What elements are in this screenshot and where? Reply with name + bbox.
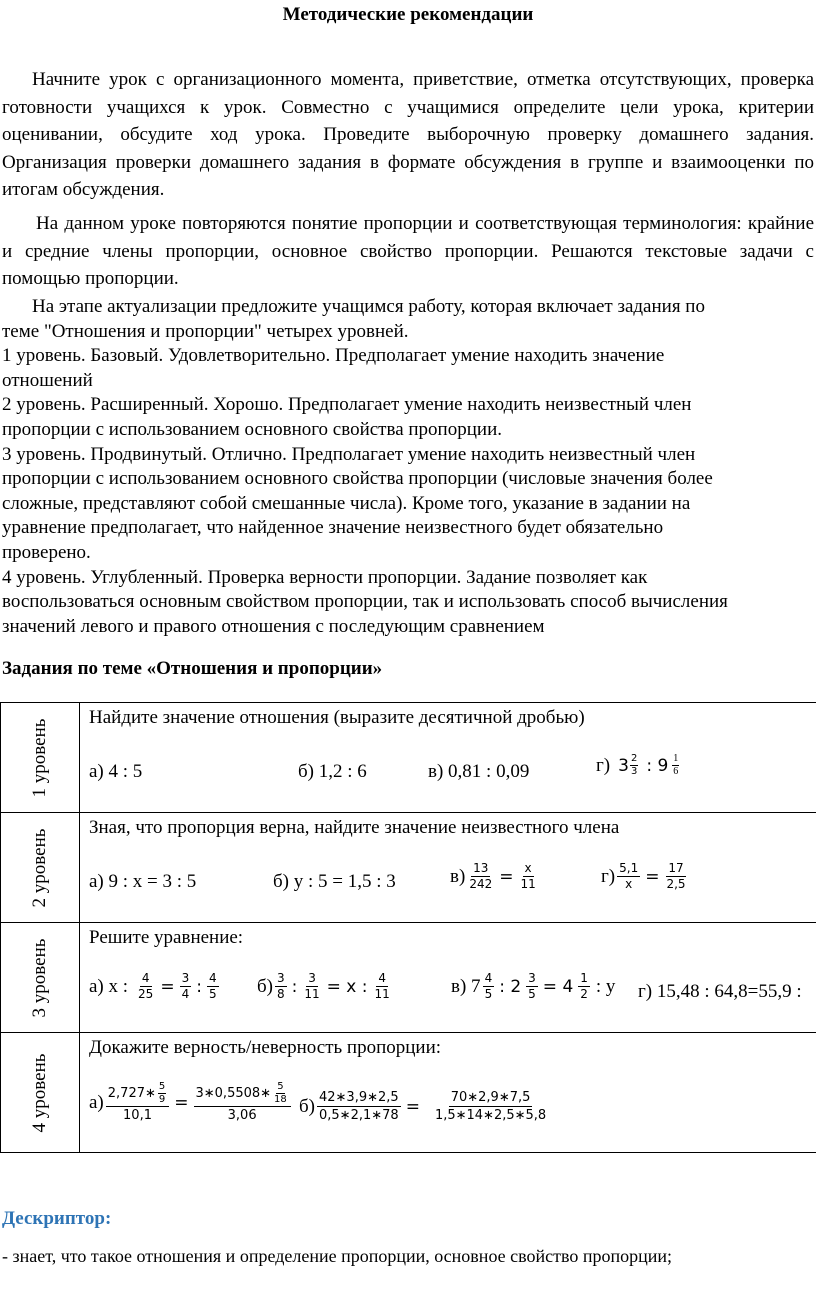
operator: = 4: [542, 976, 574, 997]
numerator: 70∗2,9∗7,5: [450, 1090, 531, 1105]
task-item-c: [451, 971, 615, 1002]
level-cell: [1, 703, 80, 813]
denominator: 18: [274, 1094, 287, 1105]
denominator: 3: [630, 766, 638, 777]
descriptor-line: - знает, что такое отношения и определение пропорции, основное свойство пропорции;: [2, 1246, 673, 1266]
whole-part: 3: [618, 755, 629, 776]
numerator: 4: [208, 971, 217, 985]
task-question: Найдите значение отношения (выразите десятичной дробью): [89, 707, 585, 728]
text-line: отношений: [2, 369, 93, 391]
levels-description: [2, 295, 814, 639]
fraction: [672, 753, 679, 778]
fraction: [136, 971, 155, 1002]
task-cell: [80, 923, 816, 1033]
task-item-c: в) $\frac{13}{242}$ = х 11: [450, 861, 536, 891]
fraction: [302, 971, 321, 1002]
item-prefix: г): [596, 754, 611, 776]
numerator: 3: [308, 971, 316, 985]
item-prefix: а): [89, 1091, 104, 1113]
task-question: Докажите верность/неверность пропорции:: [89, 1037, 442, 1058]
numerator: 4: [378, 971, 386, 985]
level-cell: [1, 813, 80, 923]
numerator: 42∗3,9∗2,5: [319, 1090, 399, 1105]
numerator: 1: [673, 753, 679, 764]
text-line: 1 уровень. Базовый. Удовлетворительно. Предполагает умение находить значение: [2, 345, 665, 367]
task-cell: [80, 703, 816, 813]
level-cell: [1, 923, 80, 1033]
denominator: 25: [138, 987, 154, 1001]
fraction: [630, 753, 638, 778]
numerator: 3: [181, 971, 190, 985]
numerator: [106, 1081, 169, 1107]
fraction: [207, 971, 219, 1002]
fraction: [106, 1081, 169, 1124]
task-item-b: б) $\frac{3}{8}$ : $\frac{3}{11}$ = х : $\frac{4}{11}$: [257, 971, 390, 1001]
level-label: 3 уровень: [29, 938, 50, 1017]
text-line: теме "Отношения и пропорции" четырех уровней.: [2, 320, 409, 342]
intro-paragraph: Начните урок с организационного момента, приветствие, отметка отсутствующих, проверка готовности учащихся к урок. Совместно с учащимися определите цели урока, критерии оценивании, обсудите ход урока. Проведите выборочную проверку домашнего задания. Организация проверки домашнего задания в формате обсуждения в группе и взаимооценки по итогам обсуждения.: [2, 69, 814, 200]
denominator: 4: [181, 987, 190, 1001]
denominator: 5: [484, 987, 493, 1001]
task-item-d: г) 15,48 : 64,8=55,9 :: [638, 981, 802, 1002]
level-label: 2 уровень: [29, 828, 50, 907]
tasks-section-title: Задания по теме «Отношения и пропорции»: [2, 658, 383, 679]
fraction: [157, 1081, 167, 1106]
item-prefix: а) х :: [89, 975, 129, 997]
table-row: [1, 923, 816, 1033]
item-prefix: б): [299, 1095, 315, 1117]
numerator: 4: [141, 971, 150, 985]
fraction: [194, 1081, 291, 1124]
operator: = х :: [326, 976, 368, 997]
task-item-b: б) у : 5 = 1,5 : 3: [273, 871, 396, 892]
text-line: пропорции с использованием основного свойства пропорции (числовые значения более: [2, 468, 713, 490]
text-line: 2 уровень. Расширенный. Хорошо. Предполагает умение находить неизвестный член: [2, 394, 692, 416]
fraction: [526, 971, 538, 1002]
denominator: 11: [374, 987, 390, 1001]
denominator: 11: [304, 987, 320, 1001]
numerator: 17: [668, 861, 684, 875]
item-prefix: в): [450, 865, 466, 887]
task-item-c: в) 0,81 : 0,09: [428, 761, 530, 782]
numerator-text: 2,727∗: [107, 1086, 156, 1101]
numerator: 5: [277, 1081, 284, 1092]
fraction: [275, 971, 287, 1002]
denominator: х: [625, 877, 633, 891]
denominator: 0,5∗2,1∗78: [319, 1108, 399, 1123]
denominator: 3,06: [227, 1108, 257, 1123]
denominator: 242: [469, 877, 493, 891]
level-label: 4 уровень: [29, 1053, 50, 1132]
level-cell: [1, 1033, 80, 1153]
numerator: 3: [528, 971, 536, 985]
mixed-number: [618, 753, 638, 778]
operator: : 9: [646, 755, 669, 776]
task-question: Зная, что пропорция верна, найдите значение неизвестного члена: [89, 817, 620, 838]
task-item-d: [596, 753, 679, 778]
fraction: [180, 971, 192, 1002]
denominator: 1,5∗14∗2,5∗5,8: [434, 1108, 547, 1123]
lesson-paragraph: На данном уроке повторяются понятие пропорции и соответствующая терминология: крайние и средние члены пропорции, основное свойство пропорции. Решаются текстовые задачи с помощью пропорции.: [2, 213, 814, 289]
numerator: 13: [473, 861, 489, 875]
denominator: 2: [580, 987, 588, 1001]
item-prefix: г): [601, 865, 616, 887]
denominator: 5: [528, 987, 536, 1001]
denominator: 10,1: [123, 1108, 152, 1123]
task-item-b: б) $\frac{42∗3,9∗2,5}{0,5∗2,1∗78}$ = $\frac{70∗2,9∗7,5}{1,5∗14∗2,5∗5,8}$: [299, 1090, 547, 1123]
numerator-text: 3∗0,5508∗: [195, 1086, 272, 1101]
denominator: 2,5: [666, 877, 686, 891]
descriptor-title: Дескриптор:: [2, 1208, 112, 1229]
fraction: [518, 861, 537, 892]
fraction: [617, 861, 640, 892]
text-line: сложные, представляют собой смешанные числа). Кроме того, указание в задании на: [2, 492, 691, 514]
numerator: 5,1: [619, 861, 639, 875]
fraction: [483, 971, 495, 1002]
table-row: [1, 813, 816, 923]
numerator: 5: [158, 1081, 166, 1092]
fraction: [578, 971, 590, 1002]
item-suffix: : у: [595, 975, 616, 997]
task-cell: [80, 1033, 816, 1153]
fraction: [467, 861, 494, 892]
fraction: [373, 971, 392, 1002]
fraction: [433, 1089, 548, 1124]
numerator: 1: [580, 971, 588, 985]
fraction: [664, 861, 687, 892]
task-item-a: а) х : $\frac{4}{25}$ = $\frac{3}{4}$ : $\frac{4}{5}$: [89, 971, 217, 1001]
denominator: 8: [277, 987, 285, 1001]
denominator: 6: [673, 766, 679, 777]
numerator: х: [524, 861, 532, 875]
text-line: уравнение предполагает, что найденное значение неизвестного будет обязательно: [2, 517, 664, 539]
task-item-a: а) 4 : 5: [89, 761, 143, 782]
text-line: воспользоваться основным свойством пропорции, так и использовать способ вычисления: [2, 591, 728, 613]
task-item-d: г) 5,1 х = $\frac{17}{2,5}$: [601, 861, 686, 891]
item-prefix: б): [257, 975, 273, 997]
fraction: [317, 1089, 401, 1124]
page-title: Методические рекомендации: [282, 4, 534, 25]
fraction: [272, 1081, 289, 1106]
table-row: [1, 1033, 816, 1153]
text-line: На этапе актуализации предложите учащимся работу, которая включает задания по: [32, 296, 705, 317]
operator: : 2: [499, 976, 522, 997]
task-item-a: а) 2,727∗ $\frac{5}{9}$ 10,1 = 3∗0,5508∗ $\frac{5}{18}$ 3,06: [89, 1081, 293, 1124]
denominator: 5: [208, 987, 217, 1001]
denominator: 9: [158, 1094, 166, 1105]
numerator: 4: [484, 971, 493, 985]
text-line: 4 уровень. Углубленный. Проверка верности пропорции. Задание позволяет как: [2, 566, 648, 588]
task-item-a: а) 9 : х = 3 : 5: [89, 871, 197, 892]
numerator: 3: [277, 971, 285, 985]
task-cell: [80, 813, 816, 923]
task-item-b: б) 1,2 : 6: [298, 761, 367, 782]
text-line: проверено.: [2, 541, 91, 563]
text-line: 3 уровень. Продвинутый. Отлично. Предполагает умение находить неизвестный член: [2, 443, 696, 465]
text-line: значений левого и правого отношения с последующим сравнением: [2, 615, 545, 637]
numerator: [194, 1081, 291, 1107]
numerator: 2: [630, 753, 638, 764]
table-row: [1, 703, 816, 813]
denominator: 11: [520, 877, 536, 891]
level-label: 1 уровень: [29, 718, 50, 797]
text-line: пропорции с использованием основного свойства пропорции.: [2, 418, 502, 440]
task-question: Решите уравнение:: [89, 927, 244, 948]
tasks-table: [0, 702, 816, 1153]
item-prefix: в) 7: [451, 975, 481, 997]
